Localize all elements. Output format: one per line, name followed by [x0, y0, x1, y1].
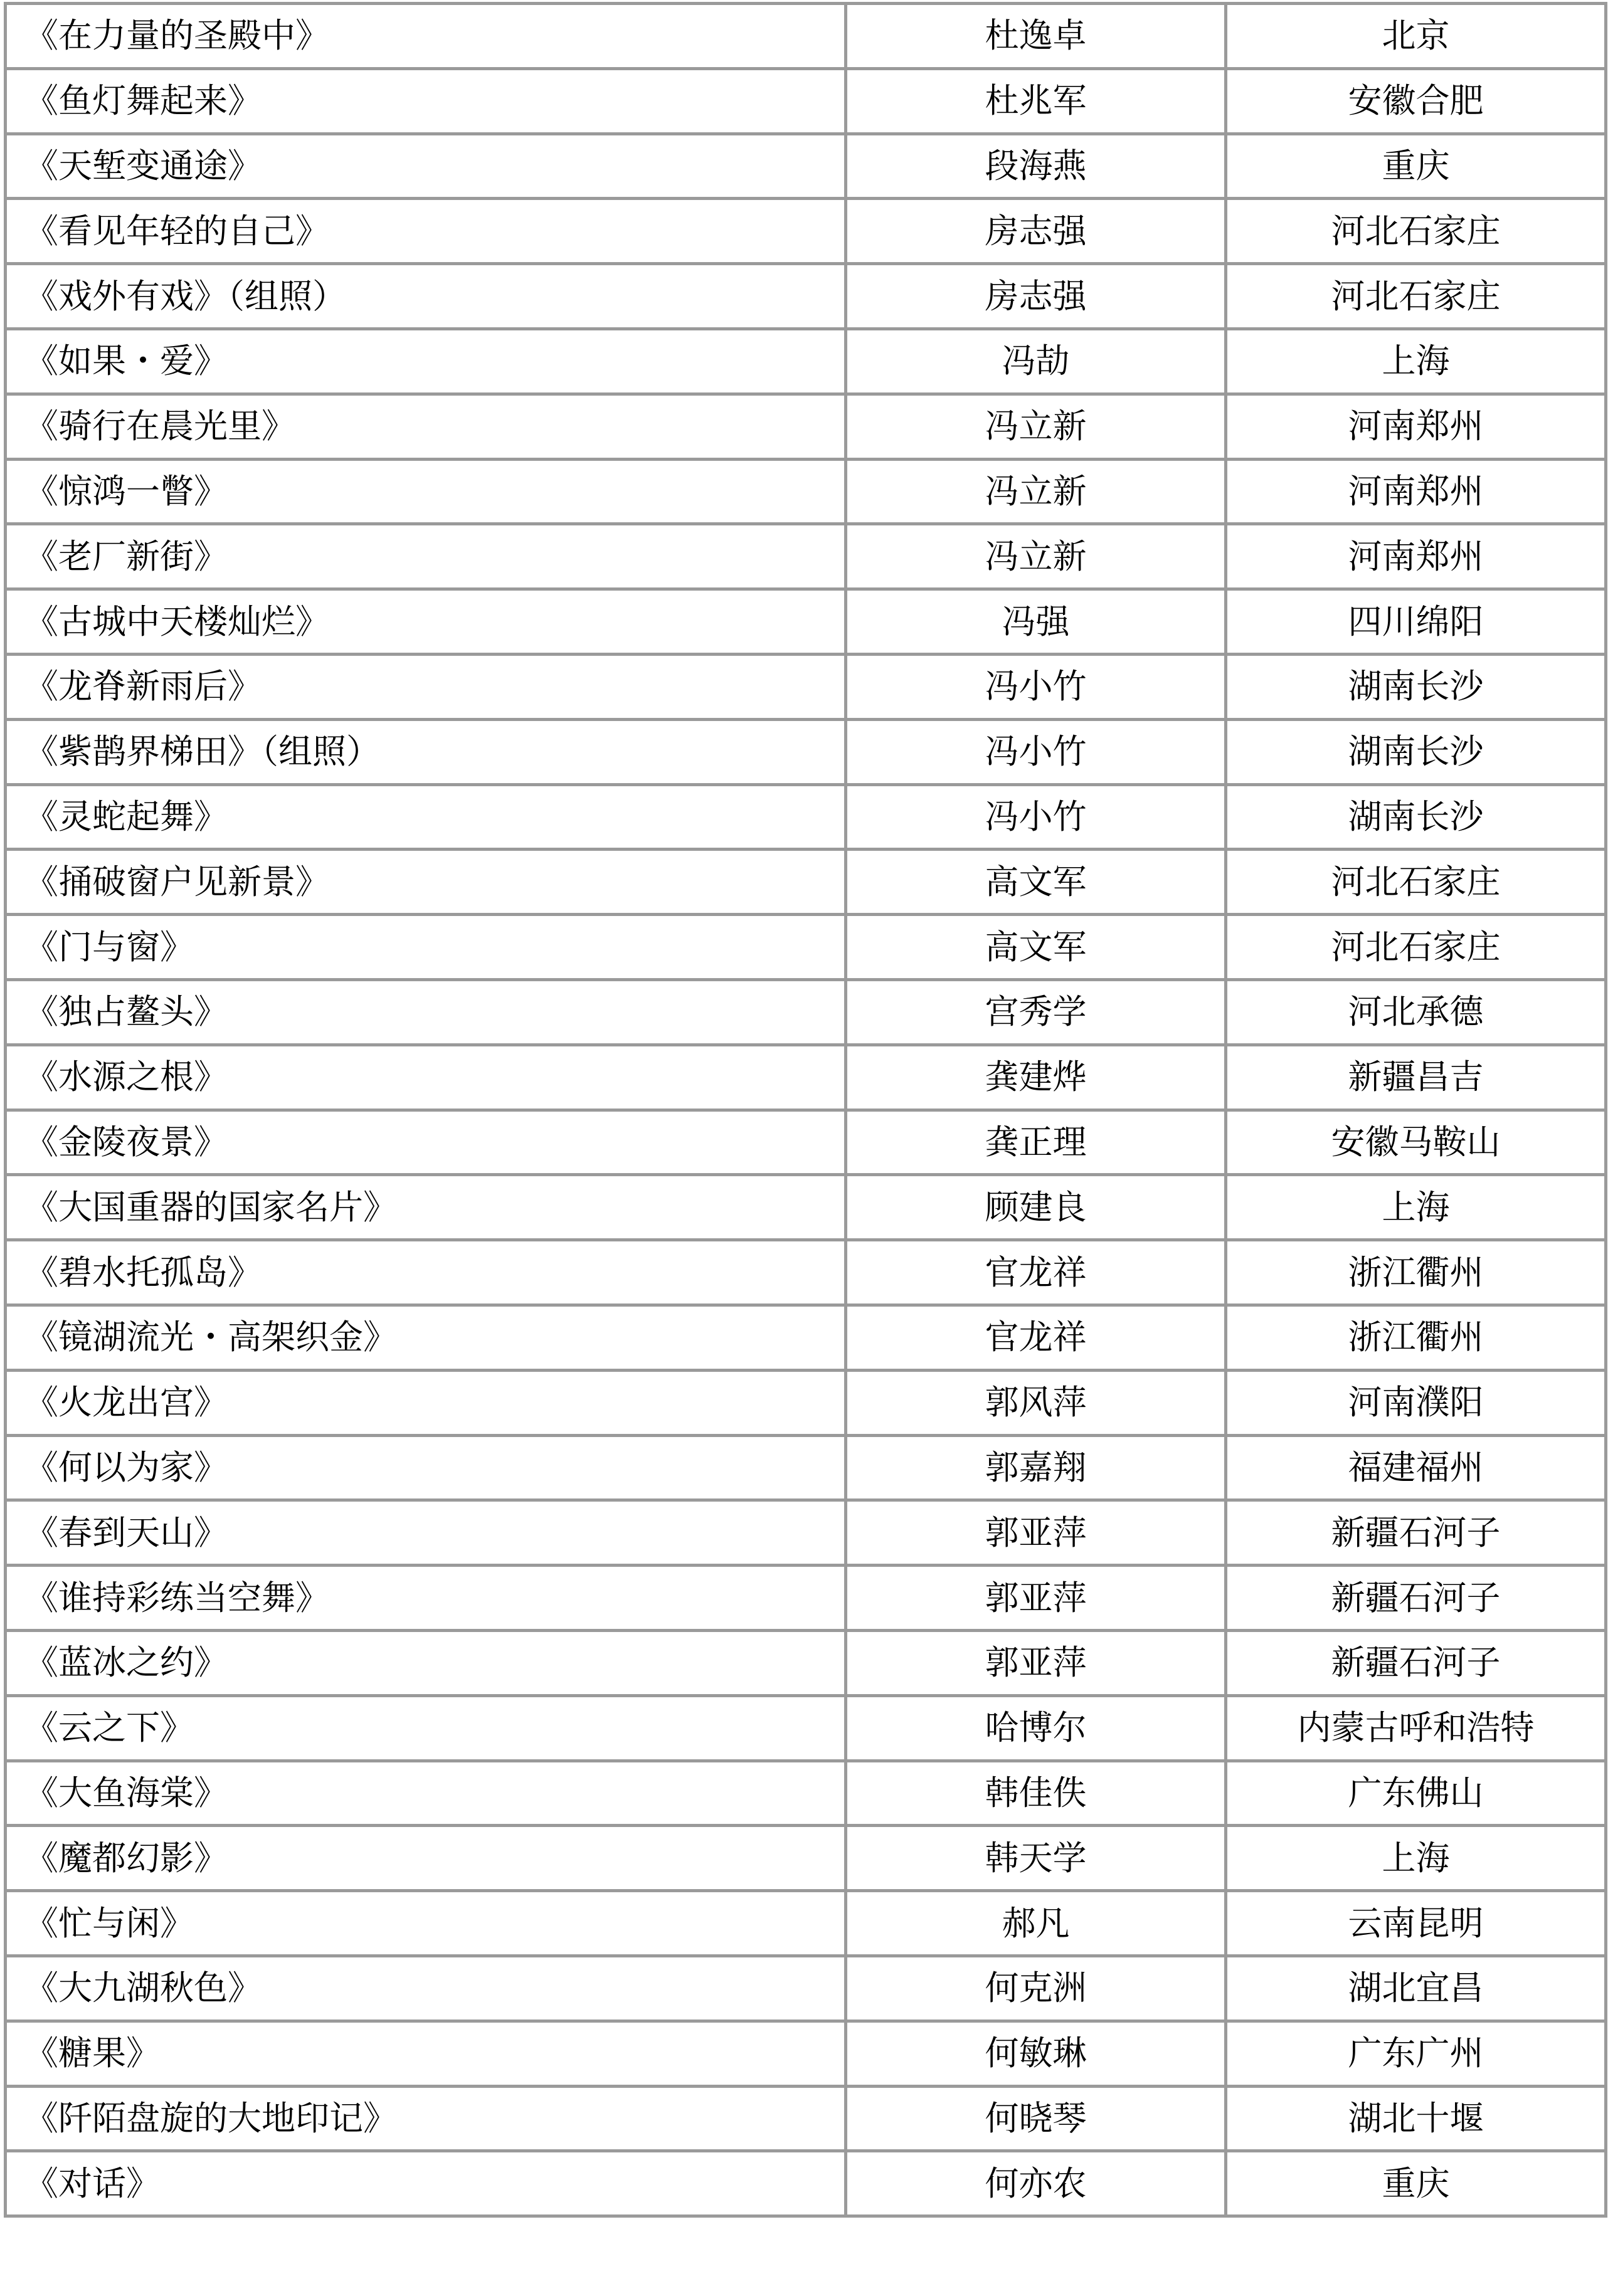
- author-cell: 韩天学: [846, 1826, 1226, 1891]
- author-cell: 郭风萍: [846, 1370, 1226, 1435]
- works-table-body: [6, 4, 1606, 2216]
- table-row: [6, 915, 1606, 980]
- location-cell: 上海: [1226, 1826, 1606, 1891]
- author-cell: 何晓琴: [846, 2086, 1226, 2151]
- work-title-cell: 《古城中天楼灿烂》: [6, 589, 846, 655]
- location-cell: 湖北十堰: [1226, 2086, 1606, 2151]
- table-row: [6, 1110, 1606, 1175]
- location-cell: 广东佛山: [1226, 1761, 1606, 1826]
- author-cell: 顾建良: [846, 1175, 1226, 1240]
- author-cell: 冯强: [846, 589, 1226, 655]
- work-title-cell: 《金陵夜景》: [6, 1110, 846, 1175]
- table-row: [6, 784, 1606, 850]
- work-title-cell: 《何以为家》: [6, 1435, 846, 1500]
- table-row: [6, 1566, 1606, 1631]
- table-row: [6, 589, 1606, 655]
- work-title-cell: 《大九湖秋色》: [6, 1956, 846, 2021]
- table-row: [6, 1175, 1606, 1240]
- location-cell: 广东广州: [1226, 2021, 1606, 2086]
- location-cell: 湖北宜昌: [1226, 1956, 1606, 2021]
- author-cell: 冯小竹: [846, 719, 1226, 784]
- location-cell: 湖南长沙: [1226, 719, 1606, 784]
- work-title-cell: 《云之下》: [6, 1695, 846, 1761]
- work-title-cell: 《火龙出宫》: [6, 1370, 846, 1435]
- location-cell: 浙江衢州: [1226, 1305, 1606, 1370]
- author-cell: 龚建烨: [846, 1045, 1226, 1110]
- author-cell: 郭嘉翔: [846, 1435, 1226, 1500]
- work-title-cell: 《春到天山》: [6, 1500, 846, 1566]
- work-title-cell: 《紫鹊界梯田》（组照）: [6, 719, 846, 784]
- table-row: [6, 1045, 1606, 1110]
- author-cell: 冯立新: [846, 394, 1226, 459]
- work-title-cell: 《忙与闲》: [6, 1891, 846, 1956]
- author-cell: 杜逸卓: [846, 4, 1226, 69]
- table-row: [6, 2086, 1606, 2151]
- works-table: [4, 2, 1607, 2218]
- table-row: [6, 1305, 1606, 1370]
- table-row: [6, 134, 1606, 199]
- table-row: [6, 199, 1606, 264]
- table-row: [6, 1826, 1606, 1891]
- work-title-cell: 《碧水托孤岛》: [6, 1240, 846, 1305]
- location-cell: 上海: [1226, 1175, 1606, 1240]
- location-cell: 浙江衢州: [1226, 1240, 1606, 1305]
- work-title-cell: 《谁持彩练当空舞》: [6, 1566, 846, 1631]
- table-row: [6, 1240, 1606, 1305]
- location-cell: 河北石家庄: [1226, 199, 1606, 264]
- work-title-cell: 《戏外有戏》（组照）: [6, 264, 846, 329]
- author-cell: 宫秀学: [846, 979, 1226, 1045]
- table-row: [6, 4, 1606, 69]
- work-title-cell: 《惊鸿一瞥》: [6, 459, 846, 524]
- table-row: [6, 654, 1606, 719]
- table-row: [6, 1630, 1606, 1695]
- table-row: [6, 459, 1606, 524]
- author-cell: 郭亚萍: [846, 1630, 1226, 1695]
- work-title-cell: 《蓝冰之约》: [6, 1630, 846, 1695]
- work-title-cell: 《捅破窗户见新景》: [6, 850, 846, 915]
- table-row: [6, 719, 1606, 784]
- author-cell: 何敏琳: [846, 2021, 1226, 2086]
- author-cell: 杜兆军: [846, 68, 1226, 134]
- author-cell: 郭亚萍: [846, 1566, 1226, 1631]
- author-cell: 哈博尔: [846, 1695, 1226, 1761]
- work-title-cell: 《灵蛇起舞》: [6, 784, 846, 850]
- table-row: [6, 979, 1606, 1045]
- work-title-cell: 《如果・爱》: [6, 329, 846, 394]
- table-row: [6, 2021, 1606, 2086]
- table-row: [6, 68, 1606, 134]
- location-cell: 新疆石河子: [1226, 1500, 1606, 1566]
- work-title-cell: 《阡陌盘旋的大地印记》: [6, 2086, 846, 2151]
- location-cell: 北京: [1226, 4, 1606, 69]
- work-title-cell: 《水源之根》: [6, 1045, 846, 1110]
- location-cell: 重庆: [1226, 2151, 1606, 2216]
- table-row: [6, 2151, 1606, 2216]
- work-title-cell: 《老厂新街》: [6, 524, 846, 589]
- table-row: [6, 1956, 1606, 2021]
- work-title-cell: 《魔都幻影》: [6, 1826, 846, 1891]
- location-cell: 新疆石河子: [1226, 1630, 1606, 1695]
- author-cell: 何亦农: [846, 2151, 1226, 2216]
- work-title-cell: 《鱼灯舞起来》: [6, 68, 846, 134]
- location-cell: 河南濮阳: [1226, 1370, 1606, 1435]
- work-title-cell: 《独占鳌头》: [6, 979, 846, 1045]
- location-cell: 湖南长沙: [1226, 784, 1606, 850]
- author-cell: 段海燕: [846, 134, 1226, 199]
- work-title-cell: 《糖果》: [6, 2021, 846, 2086]
- author-cell: 冯小竹: [846, 784, 1226, 850]
- location-cell: 湖南长沙: [1226, 654, 1606, 719]
- author-cell: 官龙祥: [846, 1240, 1226, 1305]
- author-cell: 韩佳佚: [846, 1761, 1226, 1826]
- table-row: [6, 1695, 1606, 1761]
- table-row: [6, 264, 1606, 329]
- location-cell: 新疆昌吉: [1226, 1045, 1606, 1110]
- author-cell: 龚正理: [846, 1110, 1226, 1175]
- location-cell: 河北石家庄: [1226, 264, 1606, 329]
- author-cell: 冯立新: [846, 524, 1226, 589]
- location-cell: 内蒙古呼和浩特: [1226, 1695, 1606, 1761]
- location-cell: 河北石家庄: [1226, 850, 1606, 915]
- author-cell: 房志强: [846, 199, 1226, 264]
- work-title-cell: 《在力量的圣殿中》: [6, 4, 846, 69]
- table-row: [6, 850, 1606, 915]
- table-row: [6, 1500, 1606, 1566]
- author-cell: 冯立新: [846, 459, 1226, 524]
- table-row: [6, 329, 1606, 394]
- author-cell: 高文军: [846, 850, 1226, 915]
- author-cell: 冯劼: [846, 329, 1226, 394]
- work-title-cell: 《大国重器的国家名片》: [6, 1175, 846, 1240]
- location-cell: 河南郑州: [1226, 524, 1606, 589]
- location-cell: 新疆石河子: [1226, 1566, 1606, 1631]
- table-row: [6, 1370, 1606, 1435]
- location-cell: 河南郑州: [1226, 394, 1606, 459]
- location-cell: 河南郑州: [1226, 459, 1606, 524]
- table-row: [6, 1761, 1606, 1826]
- work-title-cell: 《镜湖流光・高架织金》: [6, 1305, 846, 1370]
- author-cell: 郭亚萍: [846, 1500, 1226, 1566]
- location-cell: 河北石家庄: [1226, 915, 1606, 980]
- author-cell: 房志强: [846, 264, 1226, 329]
- author-cell: 高文军: [846, 915, 1226, 980]
- author-cell: 官龙祥: [846, 1305, 1226, 1370]
- author-cell: 郝凡: [846, 1891, 1226, 1956]
- location-cell: 河北承德: [1226, 979, 1606, 1045]
- location-cell: 上海: [1226, 329, 1606, 394]
- location-cell: 安徽合肥: [1226, 68, 1606, 134]
- author-cell: 冯小竹: [846, 654, 1226, 719]
- table-row: [6, 1891, 1606, 1956]
- work-title-cell: 《对话》: [6, 2151, 846, 2216]
- table-row: [6, 394, 1606, 459]
- location-cell: 四川绵阳: [1226, 589, 1606, 655]
- work-title-cell: 《骑行在晨光里》: [6, 394, 846, 459]
- location-cell: 重庆: [1226, 134, 1606, 199]
- author-cell: 何克洲: [846, 1956, 1226, 2021]
- location-cell: 云南昆明: [1226, 1891, 1606, 1956]
- table-row: [6, 1435, 1606, 1500]
- work-title-cell: 《龙脊新雨后》: [6, 654, 846, 719]
- work-title-cell: 《大鱼海棠》: [6, 1761, 846, 1826]
- location-cell: 福建福州: [1226, 1435, 1606, 1500]
- work-title-cell: 《门与窗》: [6, 915, 846, 980]
- work-title-cell: 《天堑变通途》: [6, 134, 846, 199]
- location-cell: 安徽马鞍山: [1226, 1110, 1606, 1175]
- work-title-cell: 《看见年轻的自己》: [6, 199, 846, 264]
- table-row: [6, 524, 1606, 589]
